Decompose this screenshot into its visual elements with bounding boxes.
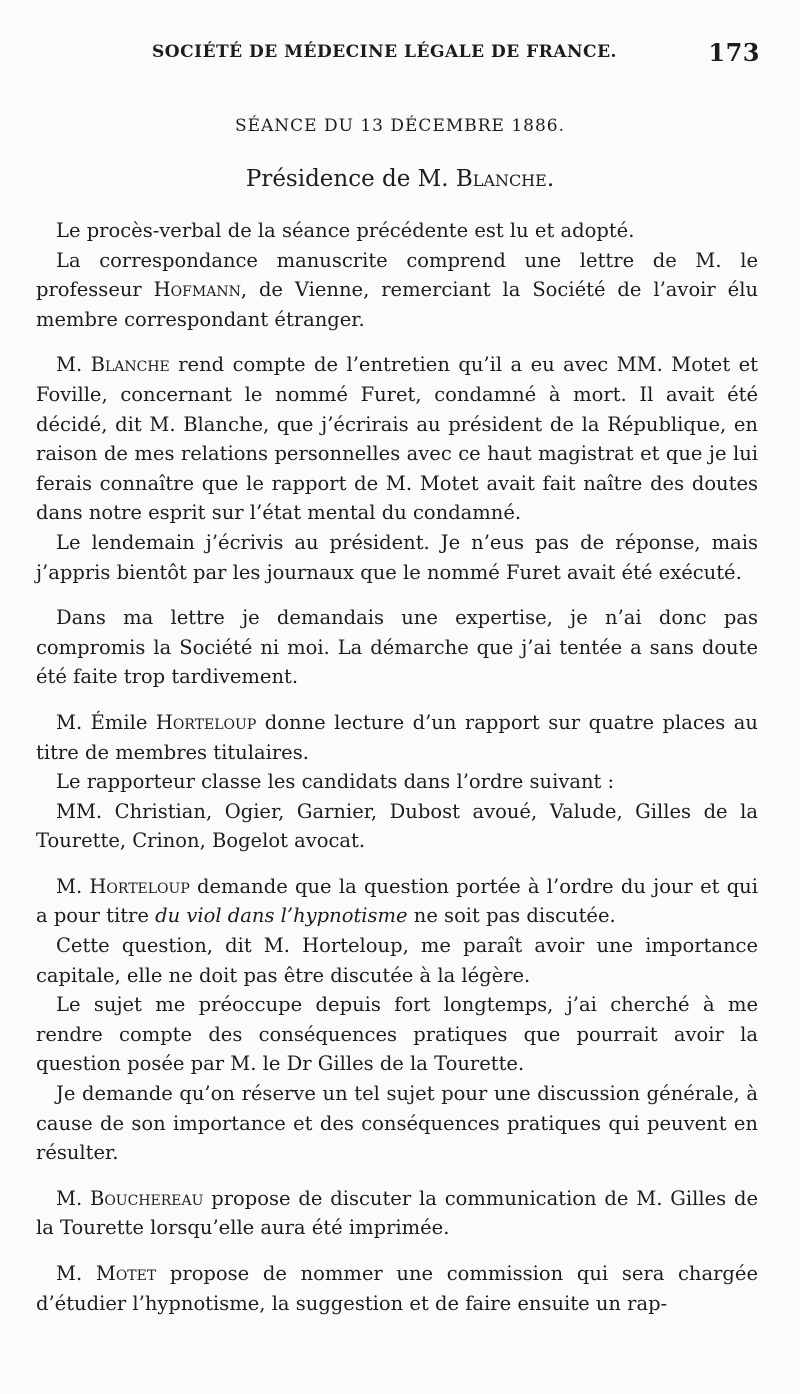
paragraph-text: ne soit pas discutée.	[407, 904, 616, 928]
question-title: du viol dans l’hypnotisme	[155, 904, 408, 928]
paragraph-text: Cette question, dit M. Horteloup, me paraît avoir une importance capitale, elle ne doit pas être discutée à la légère.	[36, 934, 758, 987]
paragraph	[36, 767, 758, 797]
paragraph	[36, 708, 758, 767]
president-name: Blanche.	[455, 166, 555, 192]
paragraph-text: propose de nommer une commission qui sera chargée d’étudier l’hypnotisme, la suggestion et de faire ensuite un rap-	[36, 1262, 758, 1315]
session-date-heading: SÉANCE DU 13 DÉCEMBRE 1886.	[234, 116, 566, 136]
paragraph-text: demande que la question portée à l’ordre du jour et qui a pour titre	[36, 874, 758, 928]
person-name: Bouchereau	[90, 1186, 204, 1210]
paragraph-text: M.	[56, 1186, 90, 1210]
paragraph	[36, 246, 758, 335]
paragraph-text: Le lendemain j’écrivis au président. Je n’eus pas de réponse, mais j’appris bientôt par les journaux que le nommé Furet avait été exécuté.	[36, 530, 758, 584]
paragraph-text: donne lecture d’un rapport sur quatre places au titre de membres titulaires.	[36, 710, 758, 764]
person-name: Hofmann	[153, 278, 241, 302]
paragraph	[36, 350, 758, 528]
body-text	[36, 216, 758, 1318]
paragraph	[36, 1259, 758, 1318]
paragraph	[36, 990, 758, 1079]
paragraph	[36, 528, 758, 587]
paragraph-text: La correspondance manuscrite comprend une lettre de M. le professeur	[36, 248, 758, 302]
paragraph-text: M.	[56, 1262, 96, 1285]
person-name: Horteloup	[155, 710, 257, 734]
paragraph-text: Le rapporteur classe les candidats dans l’ordre suivant :	[56, 770, 615, 794]
paragraph-text: Le sujet me préoccupe depuis fort longtemps, j’ai cherché à me rendre compte des conséquences pratiques que pourrait avoir la question posée par M. le Dr Gilles de la Tourette.	[36, 993, 758, 1076]
paragraph	[36, 216, 758, 246]
paragraph-text: rend compte de l’entretien qu’il a eu avec MM. Motet et Foville, concernant le nommé Furet, condamné à mort. Il avait été décidé, dit M. Blanche, que j’écrirais au président de la République, en raison de mes relations personnelles avec ce haut magistrat et que je lui ferais connaître que le rapport de M. Motet avait fait naître des doutes dans notre esprit sur l’état mental du condamné.	[36, 353, 758, 525]
presidence-prefix: Présidence de M.	[245, 166, 456, 192]
paragraph	[36, 931, 758, 990]
paragraph-text: , de Vienne, remerciant la Société de l’avoir élu membre correspondant étranger.	[36, 278, 759, 331]
paragraph-text: M.	[56, 353, 91, 377]
person-name: Horteloup	[89, 874, 190, 898]
person-name: Blanche	[90, 353, 170, 377]
page-number: 173	[708, 38, 760, 67]
paragraph-text: M. Émile	[56, 710, 156, 734]
paragraph	[36, 797, 758, 856]
paragraph-text: Je demande qu’on réserve un tel sujet pour une discussion générale, à cause de son importance et des conséquences pratiques qui peuvent en résulter.	[36, 1082, 758, 1165]
paragraph	[36, 872, 758, 931]
paragraph	[36, 603, 758, 692]
person-name: Motet	[95, 1262, 157, 1285]
paragraph-text: MM. Christian, Ogier, Garnier, Dubost avoué, Valude, Gilles de la Tourette, Crinon, Bogelot avocat.	[36, 799, 758, 853]
paragraph	[36, 1184, 758, 1243]
paragraph	[36, 1079, 758, 1168]
presidence-heading	[0, 166, 800, 192]
paragraph-text: M.	[56, 874, 90, 898]
paragraph-text: Dans ma lettre je demandais une expertise, je n’ai donc pas compromis la Société ni moi. La démarche que j’ai tentée a sans doute été faite trop tardivement.	[36, 606, 758, 689]
paragraph-text: propose de discuter la communication de M. Gilles de la Tourette lorsqu’elle aura été imprimée.	[36, 1186, 758, 1240]
running-title: SOCIÉTÉ DE MÉDECINE LÉGALE DE FRANCE.	[152, 42, 617, 62]
paragraph-text: Le procès-verbal de la séance précédente est lu et adopté.	[56, 219, 635, 242]
